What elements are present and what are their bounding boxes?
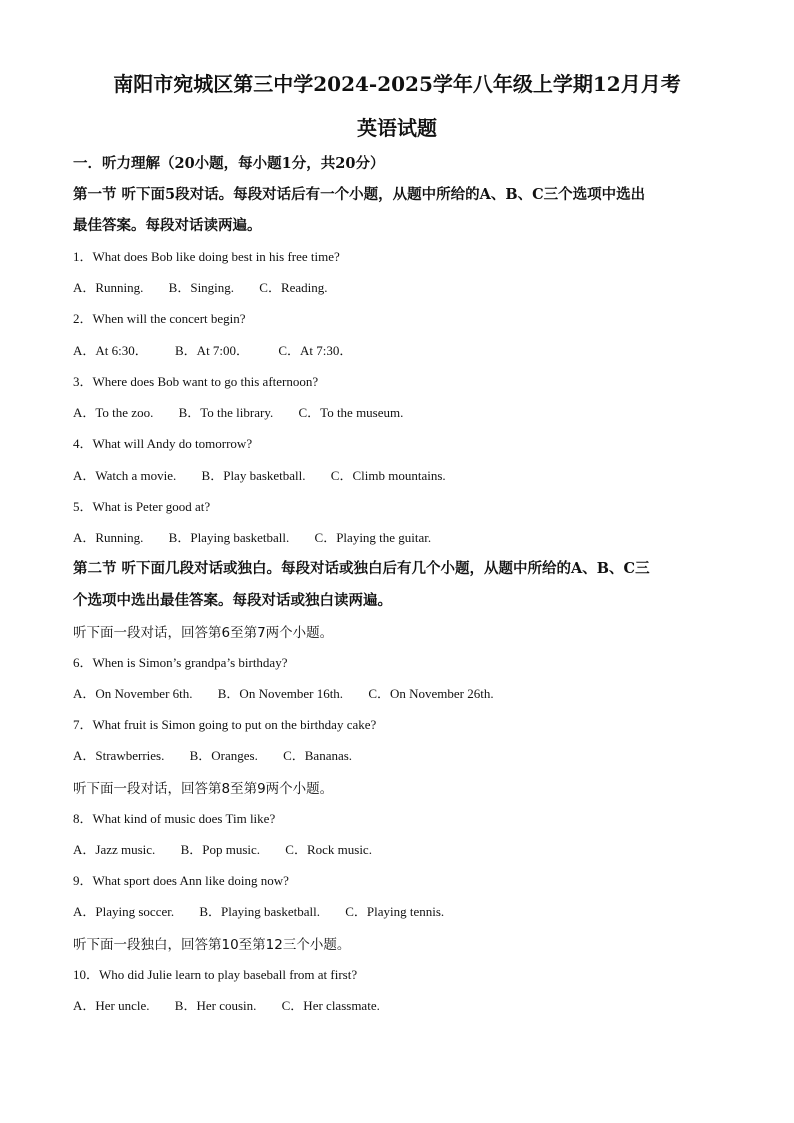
exam-title: 南阳市宛城区第三中学2024-2025学年八年级上学期12月月考 <box>113 72 681 96</box>
option-b: B．At 7:00． <box>175 343 250 358</box>
option-b: B．Pop music. <box>180 842 261 857</box>
exam-subtitle: 英语试题 <box>357 116 437 140</box>
question-3: 3．Where does Bob want to go this afternoon? <box>73 374 319 389</box>
options-3 <box>73 402 403 421</box>
option-b: B．Playing basketball. <box>199 904 320 919</box>
option-a: A．Her uncle. <box>73 998 150 1013</box>
options-2 <box>73 340 352 359</box>
question-6: 6．When is Simon’s grandpa’s birthday? <box>73 655 288 670</box>
option-a: A．Watch a movie. <box>73 468 177 483</box>
option-c: C．Playing tennis. <box>345 904 445 919</box>
option-c: C．Rock music. <box>285 842 372 857</box>
options-10 <box>73 995 380 1014</box>
options-5 <box>73 527 431 546</box>
option-c: C．To the museum. <box>298 405 404 420</box>
option-c: C．At 7:30． <box>278 343 353 358</box>
option-b: B．Playing basketball. <box>168 530 290 545</box>
option-a: A．Running. <box>73 530 144 545</box>
question-4: 4．What will Andy do tomorrow? <box>73 436 253 451</box>
question-8: 8．What kind of music does Tim like? <box>73 811 276 826</box>
option-a: A．Strawberries. <box>73 748 165 763</box>
listening-instruction-6-7: 听下面一段对话，回答第6至第7两个小题。 <box>73 625 334 641</box>
option-b: B．Singing. <box>168 280 235 295</box>
listening-instruction-10-12: 听下面一段独白，回答第10至第12三个小题。 <box>73 937 351 953</box>
options-8 <box>73 839 372 858</box>
options-7 <box>73 745 352 764</box>
options-9 <box>73 901 444 920</box>
question-1: 1．What does Bob like doing best in his free time? <box>73 249 340 264</box>
options-1 <box>73 277 328 296</box>
option-c: C．Bananas. <box>283 748 353 763</box>
part1-heading: 一．听力理解（20小题，每小题1分，共20分） <box>73 155 385 172</box>
option-b: B．Play basketball. <box>201 468 306 483</box>
question-7: 7．What fruit is Simon going to put on the birthday cake? <box>73 717 377 732</box>
option-a: A．Running. <box>73 280 144 295</box>
section2-instruction-line2: 个选项中选出最佳答案。每段对话或独白读两遍。 <box>73 592 392 609</box>
options-6 <box>73 683 494 702</box>
option-c: C．Her classmate. <box>281 998 380 1013</box>
section1-instruction-line1: 第一节 听下面5段对话。每段对话后有一个小题，从题中所给的A、B、C三个选项中选出 <box>73 186 646 203</box>
section1-instruction-line2: 最佳答案。每段对话读两遍。 <box>73 217 262 234</box>
option-a: A．Jazz music. <box>73 842 156 857</box>
option-c: C．Reading. <box>259 280 328 295</box>
listening-instruction-8-9: 听下面一段对话，回答第8至第9两个小题。 <box>73 781 334 797</box>
option-a: A．At 6:30． <box>73 343 148 358</box>
option-b: B．To the library. <box>178 405 274 420</box>
option-a: A．On November 6th. <box>73 686 193 701</box>
option-c: C．Climb mountains. <box>330 468 446 483</box>
question-9: 9．What sport does Ann like doing now? <box>73 873 289 888</box>
option-b: B．On November 16th. <box>217 686 344 701</box>
question-2: 2．When will the concert begin? <box>73 311 246 326</box>
option-c: C．Playing the guitar. <box>314 530 432 545</box>
question-5: 5．What is Peter good at? <box>73 499 211 514</box>
options-4 <box>73 465 446 484</box>
option-c: C．On November 26th. <box>368 686 494 701</box>
option-a: A．To the zoo. <box>73 405 154 420</box>
option-b: B．Her cousin. <box>174 998 257 1013</box>
section2-instruction-line1: 第二节 听下面几段对话或独白。每段对话或独白后有几个小题，从题中所给的A、B、C三 <box>73 560 650 577</box>
option-a: A．Playing soccer. <box>73 904 175 919</box>
option-b: B．Oranges. <box>189 748 258 763</box>
question-10: 10．Who did Julie learn to play baseball from at first? <box>73 967 358 982</box>
